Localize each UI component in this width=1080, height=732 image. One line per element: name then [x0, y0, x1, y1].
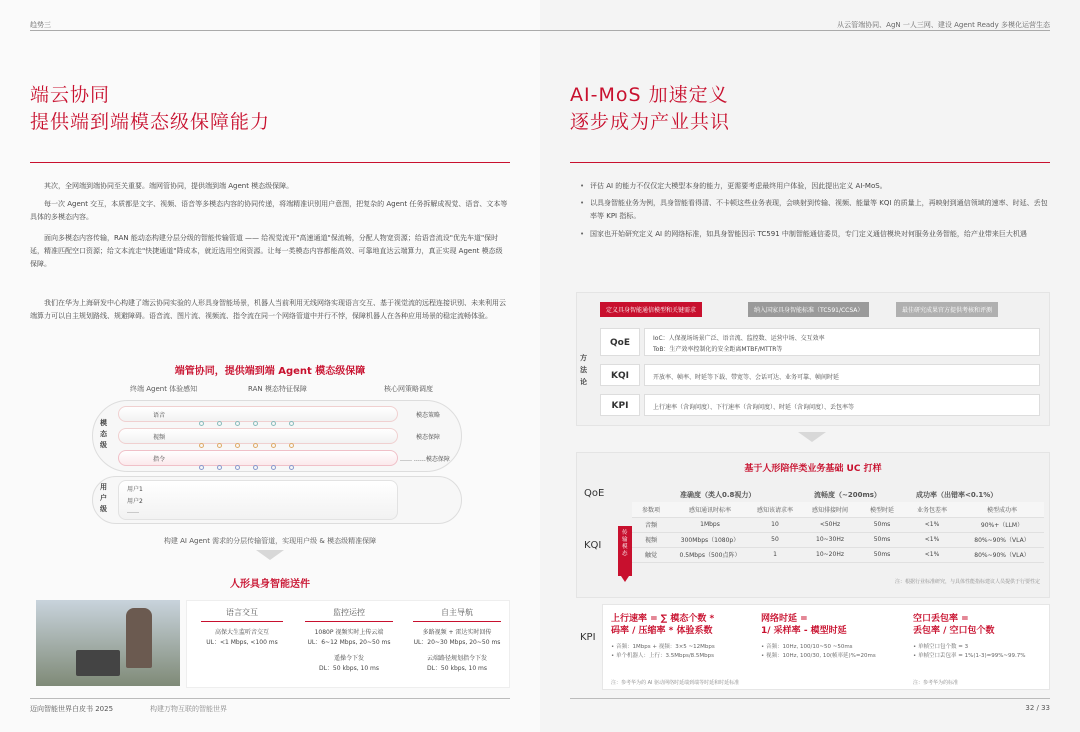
header-rule — [30, 30, 540, 31]
mode-column: 监控运控 1080P 视频实时上传云端 UL：6~12 Mbps, 20~50 ms 遥操令下发 DL：50 kbps, 10 ms — [301, 607, 397, 674]
chapter-label: 从云管端协同、AgN 一人三网、建设 Agent Ready 多模化运营生态 — [837, 21, 1050, 29]
signal-dots — [199, 455, 307, 474]
left-title: 端云协同 提供端到端模态级保障能力 — [30, 84, 271, 133]
figure-title: 人形具身智能送件 — [230, 579, 310, 590]
robot-device — [76, 650, 120, 676]
figure-column-label: 核心网策略调度 — [384, 385, 433, 393]
kpi-detail: • 音频：1Mbps + 视频：3×5 ~12Mbps • 单个机器人：上行：3.5Mbps/8.5Mbps — [611, 644, 715, 659]
kpi-formula: 空口丢包率 = 丢包率 / 空口包个数 — [913, 614, 995, 636]
uc-side-arrow — [621, 576, 629, 582]
paragraph: 我们在华为上海研发中心构建了端云协同实验的人形具身智能场景，机器人当前利用无线网络实现语言交互、基于视觉流的远程连接识别、未来利用云端算力可以自主规划路线、规避障碍。语音流、图片流、视频流、指令流在同一个网络管道中并行不悖，保障机器人在各种应用场景的稳定流畅体验。 — [30, 299, 506, 320]
chapter-label: 趋势三 — [30, 21, 51, 29]
flow-arrow — [798, 432, 826, 442]
bullet: • 评估 AI 的能力不仅仅定大模型本身的能力，更需要考虑最终用户体验，因此提出定义 AI-MoS。 — [580, 180, 1050, 193]
side-label-user: 用户级 — [100, 483, 107, 513]
bullet: • 以具身智能业务为例，具身智能看得清、不卡顿这些业务表现，会映射到传输、视频、能量等 KQI 的质量上，再映射到通信领域的速率、时延、丢包率等 KPI 指标。 — [580, 197, 1050, 223]
flow-arrow — [256, 550, 284, 560]
figure-column-label: 终端 Agent 体验感知 — [130, 385, 198, 393]
right-label: 模态保障 — [416, 434, 441, 441]
method-detail: 开放率、帧率、时延等下载、带宽等、会话可达、业务可靠、帧间时延 — [644, 364, 1040, 386]
method-detail: IoC：人保视场场景广泛、语音流、监控数、运营中场、交互效率 ToB：生产效率控制化的安全距离MTBF/MTTR等 — [644, 328, 1040, 356]
kpi-note: 注：参考华为的 AI 驱动网络时延端到端等时延和时延标准 — [611, 680, 740, 686]
kpi-label: KPI — [580, 632, 596, 643]
lane-label: 语音 — [153, 412, 166, 419]
mode-column: 自主导航 多路视频 + 雷达实时回传 UL：20~30 Mbps, 20~50 ms 云端路径规划指令下发 DL：50 kbps, 10 ms — [413, 608, 501, 672]
uc-side-bar: 传输模态 — [618, 526, 632, 576]
user-lane — [118, 480, 398, 520]
right-label: …… ……模态保障 — [400, 456, 450, 463]
footer-title: 迈向智能世界白皮书 2025 — [30, 705, 114, 713]
paragraph: 其次，全网端到端协同至关重要。端网管协同，提供端到端 Agent 模态级保障。 — [44, 182, 294, 190]
pipe-lane — [118, 450, 398, 466]
uc-qoe-label: QoE — [584, 488, 605, 499]
title-rule — [570, 162, 1050, 163]
table-header-row: 参数项 感知通讯时标率 感知该请求率 感知排接时间 模型时延 业务包差率 模型成功率 — [632, 502, 1044, 517]
kpi-formula: 上行速率 = ∑ 模态个数 * 码率 / 压缩率 * 体验系数 — [611, 614, 715, 636]
paragraph: 每一次 Agent 交互，本质都是文字、视频、语音等多模态内容的协同传递，将端精准识别用户意图，把复杂的 Agent 任务拆解成视觉、语音、文本等具体的多模态内容。 — [30, 200, 508, 221]
kpi-formula: 网络时延 = 1/ 采样率 - 模型时延 — [761, 614, 847, 636]
right-page — [540, 0, 1080, 732]
table-row: 触觉 0.5Mbps（500点阵） 1 10~20Hz 50ms <1% 80%~90%（VLA） — [632, 547, 1044, 562]
modes-panel — [186, 600, 510, 688]
uc-group: 成功率（出错率<0.1%） — [916, 491, 998, 499]
uc-kqi-label: KQI — [584, 540, 602, 551]
lane-label: 视频 — [153, 434, 166, 441]
method-key: KPI — [600, 394, 640, 416]
figure-title: 端管协同，提供端到端 Agent 模态级保障 — [174, 366, 366, 377]
uc-group: 流畅度（~200ms） — [814, 491, 881, 499]
right-title: AI-MoS 加速定义 逐步成为产业共识 — [570, 84, 731, 133]
user-row: 用户1 — [127, 486, 143, 493]
side-label-modal: 模态级 — [100, 419, 107, 449]
method-tag: 纳入国家具身智能标准（TC591/CCSA） — [748, 302, 869, 317]
uc-title: 基于人形陪伴类业务基础 UC 打样 — [744, 464, 882, 474]
user-row: 用户2 — [127, 498, 143, 505]
table-row: 视频 300Mbps（1080p） 50 10~30Hz 50ms <1% 80%~90%（VLA） — [632, 532, 1044, 547]
table-row: 音频 1Mbps 10 <50Hz 50ms <1% 90%+（LLM） — [632, 517, 1044, 532]
method-detail: 上行速率（含询问度）、下行速率（含询问度）、时延（含询问度）、丢包率等 — [644, 394, 1040, 416]
method-key: QoE — [600, 328, 640, 356]
kpi-detail: • 单帧空口包个数 = 3 • 单帧空口丢包率 = 1%(1-3)=99%~99.7% — [913, 644, 1026, 659]
kpi-panel — [602, 604, 1050, 690]
method-tag: 最佳研究成果官方提供考核和评测 — [896, 302, 998, 317]
user-row: …… — [127, 508, 139, 515]
bullet: • 国家也开始研究定义 AI 的网络标准，如具身智能因示 TC591 中制智能通信委员，专门定义通信模块对何服务业务智能，给产业带来巨大机遇 — [580, 228, 1050, 241]
lane-label: 指令 — [153, 456, 166, 463]
figure-column-label: RAN 模态特征保障 — [248, 385, 307, 393]
method-tag: 定义具身智能通信模型和关键需求 — [600, 302, 702, 317]
title-rule — [30, 162, 510, 163]
pipe-lane — [118, 406, 398, 422]
footer-rule — [30, 698, 510, 699]
pipe-lane — [118, 428, 398, 444]
uc-table — [632, 502, 1044, 563]
kpi-detail: • 音频：10Hz, 100/10~50 ~50ms • 视频：10Hz, 100/30, 10(帧率延)%=20ms — [761, 644, 876, 659]
kpi-note: 注：参考华为的标准 — [913, 680, 959, 686]
paragraph: 面向多模态内容传输，RAN 能动态构建分层分级的智能传输管道 —— 给视觉流开"高速通道"保流畅，分配人物宽资源；给语音流设"优先车道"保时延，精准匹配空口资源；给文本流走"快捷通道"降成本，就近选用空闲资源。让每一类模态内容都能高效、可靠地直达云端算力，真正实现 Agent 模态级保障。 — [30, 234, 503, 268]
figure-caption: 构建 AI Agent 需求的分层传输管道，实现用户级 & 模态级精准保障 — [163, 537, 377, 545]
method-key: KQI — [600, 364, 640, 386]
mode-column: 语言交互 高保大生监听音交互 UL：<1 Mbps, <100 ms — [197, 607, 287, 648]
right-label: 模态策略 — [416, 412, 441, 419]
uc-note: 注：根据行业标准研究，与具体性能指标建议人员提供于行要性定 — [894, 579, 1040, 585]
robot-photo — [36, 600, 180, 686]
method-side-label: 方法论 — [580, 354, 587, 386]
header-rule — [540, 30, 1050, 31]
footer-rule — [570, 698, 1050, 699]
person-figure — [126, 608, 152, 668]
uc-group: 准确度（类人0.8视力） — [680, 491, 756, 499]
footer-subtitle: 构建万物互联的智能世界 — [150, 705, 227, 713]
page-number: 32 / 33 — [1025, 704, 1050, 712]
